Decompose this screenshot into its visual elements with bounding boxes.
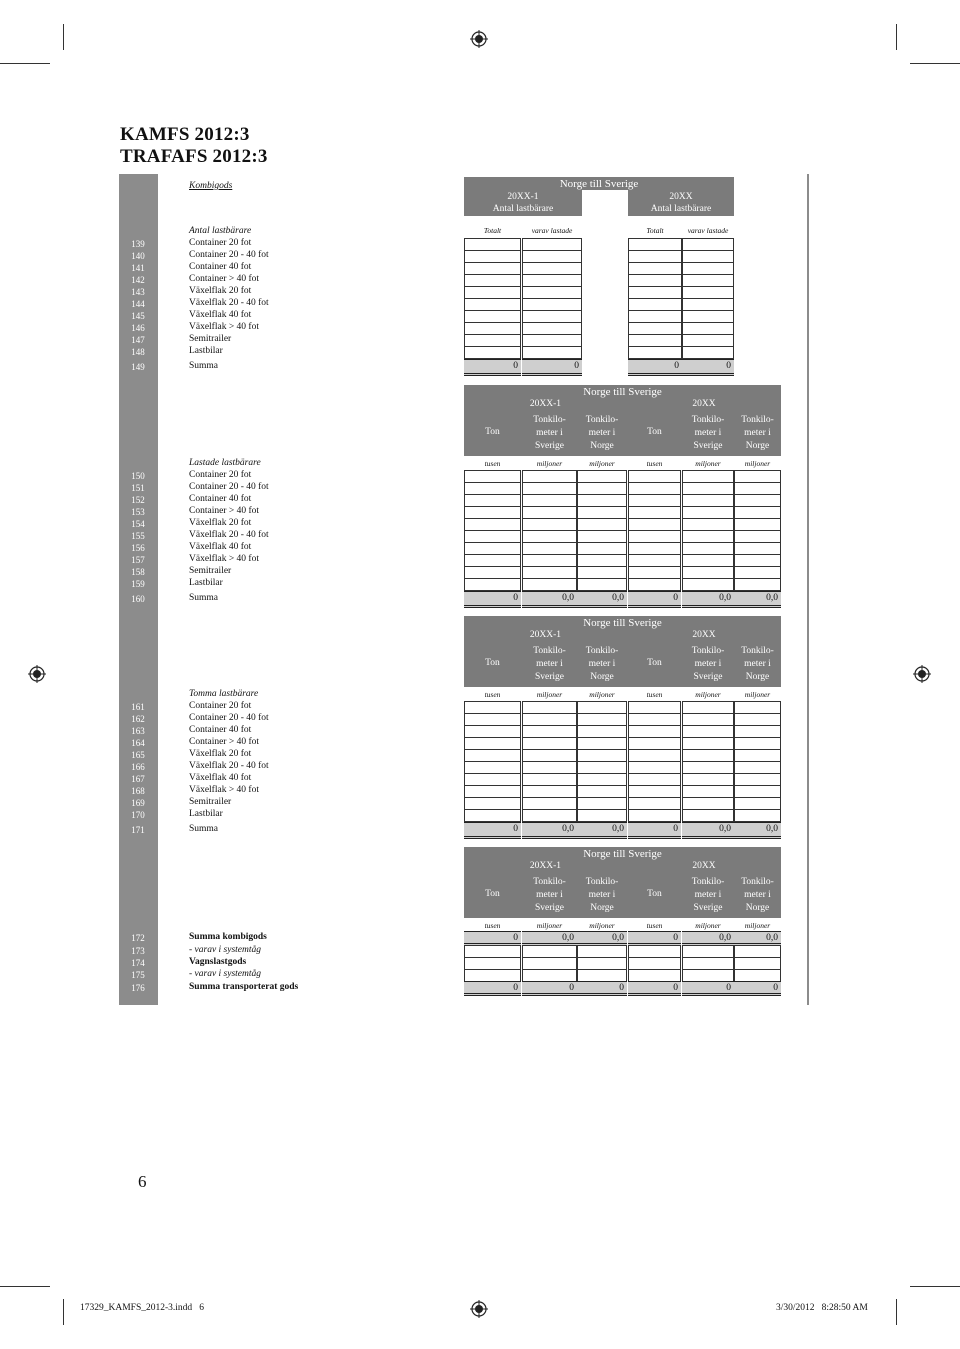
row-number: 141 — [131, 263, 145, 273]
row-label: Container > 40 fot — [189, 506, 259, 516]
col-header-country: Sverige — [534, 441, 565, 451]
row-label: Container 20 - 40 fot — [189, 482, 269, 492]
unit-label: miljoner — [695, 921, 721, 930]
col-header-tonkilo: Tonkilo- — [691, 646, 725, 656]
row-number: 172 — [131, 933, 145, 943]
row-number: 157 — [131, 555, 145, 565]
col-header: varav lastade — [687, 226, 729, 235]
sum-cell: 0,0 — [734, 822, 781, 839]
year-label: 20XX — [692, 399, 716, 409]
row-label: - varav i systemtåg — [189, 969, 262, 979]
input-cell[interactable] — [682, 578, 734, 591]
row-number: 163 — [131, 726, 145, 736]
input-cell[interactable] — [734, 809, 781, 822]
right-rule — [807, 174, 809, 1005]
unit-label: tusen — [646, 459, 663, 468]
year-label: 20XX-1 — [529, 630, 562, 640]
col-header-tonkilo: Tonkilo- — [741, 877, 774, 887]
row-label: Container 20 fot — [189, 701, 252, 711]
sum-cell: 0 — [464, 931, 521, 946]
input-cell[interactable] — [628, 578, 681, 591]
col-header-ton: Ton — [647, 658, 662, 668]
row-number: 166 — [131, 762, 145, 772]
crop-mark — [896, 1299, 897, 1325]
group-label: Antal lastbärare — [492, 204, 554, 214]
col-header-tonkilo: Tonkilo- — [741, 646, 774, 656]
col-header-meter: meter i — [536, 890, 563, 900]
input-cell[interactable] — [577, 578, 627, 591]
row-label: Container > 40 fot — [189, 737, 259, 747]
sum-cell: 0 — [682, 359, 734, 376]
footer-date: 3/30/2012 8:28:50 AM — [776, 1303, 868, 1313]
row-label: Växelflak 20 - 40 fot — [189, 530, 269, 540]
row-number: 140 — [131, 251, 145, 261]
row-label: Container > 40 fot — [189, 274, 259, 284]
sum-cell: 0 — [734, 981, 781, 996]
row-number: 173 — [131, 946, 145, 956]
crop-mark — [896, 24, 897, 50]
row-label: Växelflak 40 fot — [189, 773, 252, 783]
row-number: 155 — [131, 531, 145, 541]
row-label: Semitrailer — [189, 566, 232, 576]
col-header-tonkilo: Tonkilo- — [585, 646, 619, 656]
footer-file: 17329_KAMFS_2012-3.indd 6 — [80, 1303, 205, 1313]
row-number: 158 — [131, 567, 145, 577]
row-number: 148 — [131, 347, 145, 357]
col-header-meter: meter i — [744, 659, 771, 669]
banner: Norge till Sverige — [559, 178, 639, 190]
row-number: 150 — [131, 471, 145, 481]
col-header-meter: meter i — [744, 890, 771, 900]
unit-label: miljoner — [744, 459, 771, 468]
row-number: 145 — [131, 311, 145, 321]
row-number: 142 — [131, 275, 145, 285]
row-label: Semitrailer — [189, 797, 232, 807]
row-number: 168 — [131, 786, 145, 796]
unit-label: tusen — [484, 921, 501, 930]
row-number: 162 — [131, 714, 145, 724]
row-number: 167 — [131, 774, 145, 784]
crop-mark — [63, 24, 64, 50]
col-header-tonkilo: Tonkilo- — [691, 415, 725, 425]
year-label: 20XX-1 — [507, 192, 539, 202]
input-cell[interactable] — [464, 809, 521, 822]
unit-label: miljoner — [589, 459, 615, 468]
row-label: Summa — [189, 593, 219, 603]
row-label: Container 20 - 40 fot — [189, 713, 269, 723]
section-heading-kombigods: Kombigods — [189, 181, 233, 191]
col-header-meter: meter i — [536, 659, 563, 669]
col-header-meter: meter i — [744, 428, 771, 438]
unit-label: tusen — [646, 690, 663, 699]
sum-cell: 0 — [464, 359, 521, 376]
unit-label: miljoner — [589, 921, 615, 930]
unit-label: tusen — [484, 459, 501, 468]
sum-cell: 0 — [464, 822, 521, 839]
row-label: Summa kombigods — [189, 932, 267, 942]
unit-label: tusen — [646, 921, 663, 930]
col-header-meter: meter i — [588, 659, 616, 669]
row-label: Vagnslastgods — [189, 957, 247, 967]
col-header-tonkilo: Tonkilo- — [533, 877, 566, 887]
sum-cell: 0 — [464, 981, 521, 996]
row-label: Lastbilar — [189, 809, 223, 819]
sum-cell: 0,0 — [577, 822, 627, 839]
sum-cell: 0 — [628, 591, 681, 608]
registration-mark-icon — [28, 665, 46, 683]
input-cell[interactable] — [682, 809, 734, 822]
input-cell[interactable] — [464, 346, 521, 359]
col-header: Totalt — [646, 226, 664, 235]
sum-cell: 0 — [628, 981, 681, 996]
row-number: 154 — [131, 519, 145, 529]
sum-cell: 0,0 — [522, 591, 577, 608]
col-header-country: Sverige — [534, 672, 565, 682]
crop-mark — [910, 63, 960, 64]
col-header: varav lastade — [531, 226, 573, 235]
row-label: Lastbilar — [189, 578, 223, 588]
row-label: Container 20 fot — [189, 238, 252, 248]
sum-cell: 0,0 — [682, 931, 734, 946]
unit-label: miljoner — [744, 690, 771, 699]
section-subheading: Tomma lastbärare — [189, 689, 259, 699]
col-header-ton: Ton — [647, 889, 662, 899]
row-number: 153 — [131, 507, 145, 517]
col-header-ton: Ton — [485, 427, 500, 437]
col-header-ton: Ton — [647, 427, 662, 437]
row-number: 174 — [131, 958, 145, 968]
crop-mark — [0, 1286, 50, 1287]
row-number: 169 — [131, 798, 145, 808]
col-header-meter: meter i — [694, 428, 722, 438]
col-header-tonkilo: Tonkilo- — [585, 877, 619, 887]
sum-cell: 0,0 — [522, 822, 577, 839]
col-header-meter: meter i — [694, 890, 722, 900]
document-title: KAMFS 2012:3 — [120, 124, 250, 145]
row-number: 144 — [131, 299, 145, 309]
row-number: 175 — [131, 970, 145, 980]
row-label: Växelflak > 40 fot — [189, 322, 259, 332]
sum-cell: 0,0 — [682, 822, 734, 839]
row-number: 176 — [131, 983, 145, 993]
col-header-country: Norge — [590, 903, 614, 913]
section-subheading: Lastade lastbärare — [189, 458, 261, 468]
col-header-meter: meter i — [588, 890, 616, 900]
unit-label: tusen — [484, 690, 501, 699]
col-header-tonkilo: Tonkilo- — [533, 415, 566, 425]
sum-cell: 0 — [464, 591, 521, 608]
year-label: 20XX-1 — [529, 399, 562, 409]
unit-label: miljoner — [695, 459, 721, 468]
col-header-meter: meter i — [536, 428, 563, 438]
row-number: 160 — [131, 594, 145, 604]
row-label: Container 20 - 40 fot — [189, 250, 269, 260]
col-header-tonkilo: Tonkilo- — [585, 415, 619, 425]
row-label: Växelflak 40 fot — [189, 310, 252, 320]
col-header-country: Norge — [745, 672, 770, 682]
row-number: 159 — [131, 579, 145, 589]
unit-label: miljoner — [536, 921, 563, 930]
sum-cell: 0,0 — [734, 931, 781, 946]
unit-label: miljoner — [695, 690, 721, 699]
page-number: 6 — [138, 1172, 147, 1191]
registration-mark-icon — [470, 1300, 488, 1318]
input-cell[interactable] — [682, 346, 734, 359]
sum-cell: 0 — [522, 359, 582, 376]
row-number: 156 — [131, 543, 145, 553]
input-cell[interactable] — [522, 578, 577, 591]
crop-mark — [63, 1299, 64, 1325]
col-header-country: Sverige — [534, 903, 565, 913]
banner: Norge till Sverige — [583, 617, 662, 629]
col-header-country: Norge — [745, 903, 770, 913]
row-label: Växelflak 40 fot — [189, 542, 252, 552]
col-header-country: Sverige — [693, 903, 723, 913]
sum-cell: 0 — [628, 822, 681, 839]
row-label: Container 40 fot — [189, 725, 252, 735]
input-cell[interactable] — [522, 346, 582, 359]
sum-cell: 0 — [682, 981, 734, 996]
registration-mark-icon — [470, 30, 488, 48]
row-label: Växelflak 20 - 40 fot — [189, 298, 269, 308]
row-label: - varav i systemtåg — [189, 945, 262, 955]
row-number: 146 — [131, 323, 145, 333]
row-label: Container 20 fot — [189, 470, 252, 480]
col-header-country: Sverige — [693, 672, 723, 682]
input-cell[interactable] — [464, 578, 521, 591]
row-label: Container 40 fot — [189, 262, 252, 272]
input-cell[interactable] — [577, 809, 627, 822]
section1-gap — [582, 190, 628, 370]
row-number: 152 — [131, 495, 145, 505]
registration-mark-icon — [913, 665, 931, 683]
banner: Norge till Sverige — [583, 848, 662, 860]
row-number: 171 — [131, 825, 145, 835]
sum-cell: 0,0 — [522, 931, 577, 946]
col-header-ton: Ton — [485, 889, 500, 899]
row-label: Summa transporterat gods — [189, 982, 299, 992]
year-label: 20XX — [692, 861, 716, 871]
sum-cell: 0 — [577, 981, 627, 996]
crop-mark — [910, 1286, 960, 1287]
input-cell[interactable] — [734, 578, 781, 591]
row-number: 164 — [131, 738, 145, 748]
col-header-country: Norge — [590, 441, 614, 451]
col-header-tonkilo: Tonkilo- — [691, 877, 725, 887]
unit-label: miljoner — [536, 459, 563, 468]
row-number: 151 — [131, 483, 145, 493]
sum-cell: 0,0 — [734, 591, 781, 608]
row-number: 147 — [131, 335, 145, 345]
row-label: Växelflak 20 fot — [189, 286, 252, 296]
section-subheading: Antal lastbärare — [189, 226, 252, 236]
sum-cell: 0 — [522, 981, 577, 996]
row-label: Summa — [189, 824, 219, 834]
row-label: Växelflak 20 fot — [189, 518, 252, 528]
row-number: 161 — [131, 702, 145, 712]
row-label: Växelflak 20 - 40 fot — [189, 761, 269, 771]
col-header-tonkilo: Tonkilo- — [741, 415, 774, 425]
input-cell[interactable] — [628, 809, 681, 822]
input-cell[interactable] — [628, 346, 682, 359]
year-label: 20XX — [692, 630, 716, 640]
unit-label: miljoner — [589, 690, 615, 699]
document-subtitle: TRAFAFS 2012:3 — [120, 146, 268, 167]
row-label: Summa — [189, 361, 219, 371]
group-label: Antal lastbärare — [650, 204, 712, 214]
banner: Norge till Sverige — [583, 386, 662, 398]
sum-cell: 0,0 — [682, 591, 734, 608]
col-header-tonkilo: Tonkilo- — [533, 646, 566, 656]
sum-cell: 0,0 — [577, 591, 627, 608]
row-number: 165 — [131, 750, 145, 760]
row-label: Växelflak > 40 fot — [189, 785, 259, 795]
col-header-ton: Ton — [485, 658, 500, 668]
col-header-country: Norge — [745, 441, 770, 451]
col-header-country: Sverige — [693, 441, 723, 451]
row-number: 170 — [131, 810, 145, 820]
unit-label: miljoner — [744, 921, 771, 930]
row-label: Semitrailer — [189, 334, 232, 344]
sum-cell: 0 — [628, 359, 682, 376]
row-number: 143 — [131, 287, 145, 297]
col-header-meter: meter i — [694, 659, 722, 669]
col-header: Totalt — [483, 226, 502, 235]
year-label: 20XX — [669, 192, 693, 202]
input-cell[interactable] — [522, 809, 577, 822]
col-header-meter: meter i — [588, 428, 616, 438]
row-label: Växelflak > 40 fot — [189, 554, 259, 564]
row-number: 139 — [131, 239, 145, 249]
sum-cell: 0 — [628, 931, 681, 946]
unit-label: miljoner — [536, 690, 563, 699]
row-label: Lastbilar — [189, 346, 223, 356]
row-number: 149 — [131, 362, 145, 372]
crop-mark — [0, 63, 50, 64]
row-label: Container 40 fot — [189, 494, 252, 504]
col-header-country: Norge — [590, 672, 614, 682]
sum-cell: 0,0 — [577, 931, 627, 946]
row-label: Växelflak 20 fot — [189, 749, 252, 759]
year-label: 20XX-1 — [529, 861, 562, 871]
